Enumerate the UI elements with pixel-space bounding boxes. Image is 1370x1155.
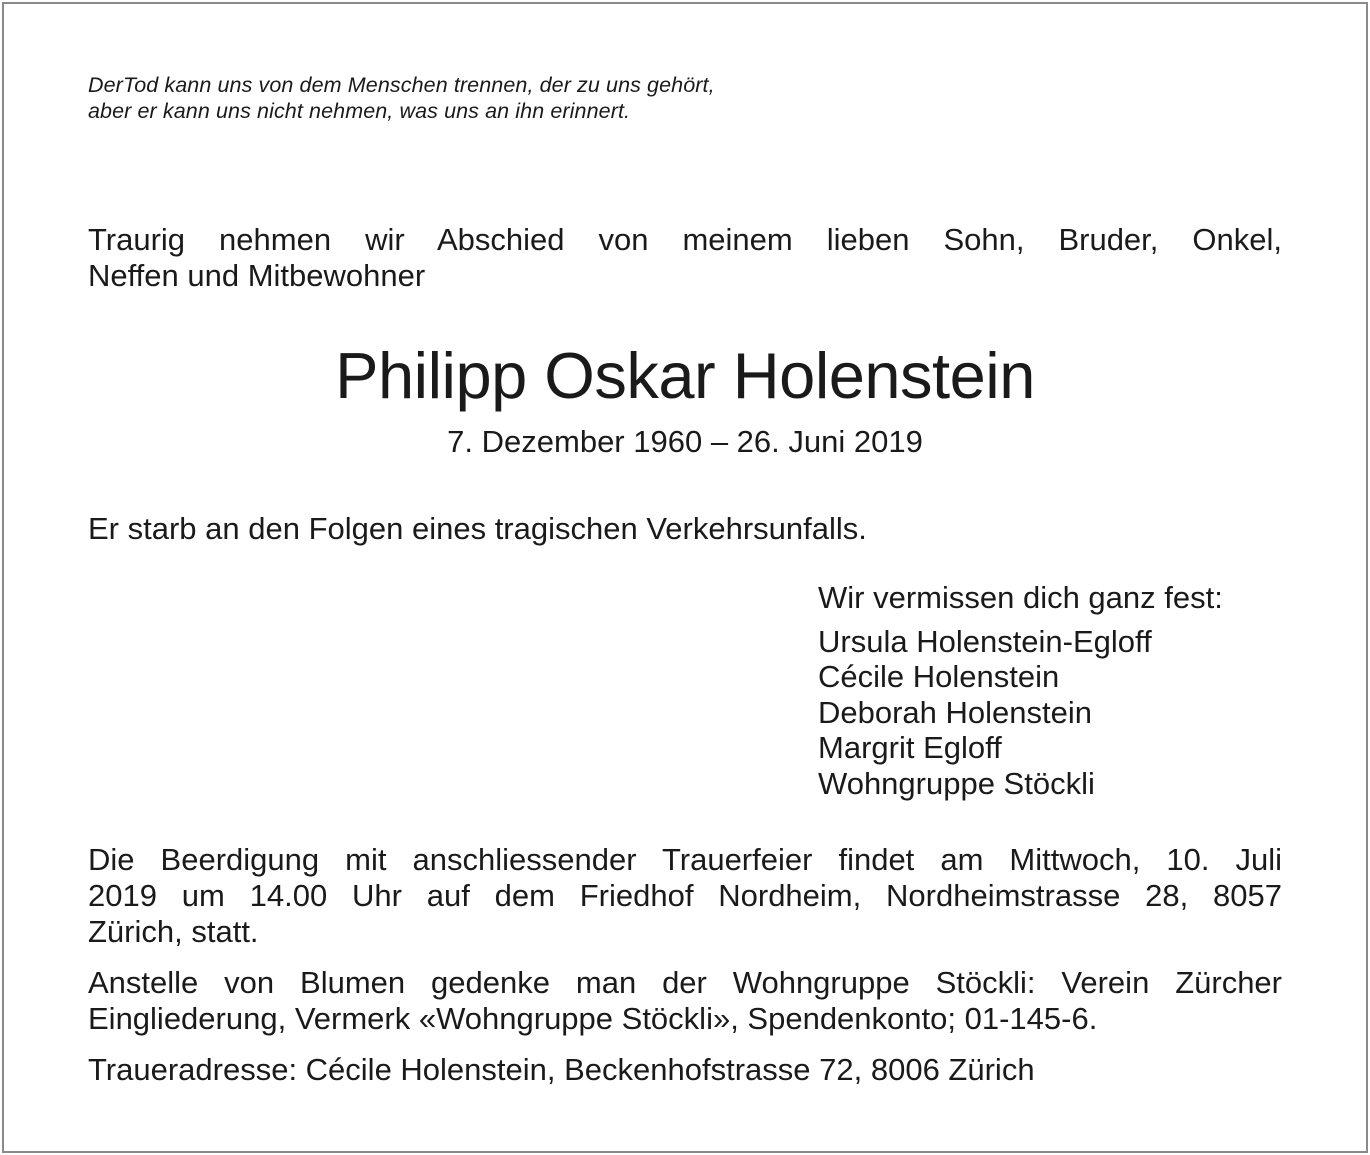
funeral-line-3: Zürich, statt. bbox=[88, 914, 259, 949]
mourners-heading: Wir vermissen dich ganz fest: bbox=[818, 580, 1223, 615]
donation-info bbox=[88, 965, 1282, 1037]
motto-line-2: aber er kann uns nicht nehmen, was uns an ihn erinnert. bbox=[88, 99, 631, 123]
donation-line-2: Eingliederung, Vermerk «Wohngruppe Stöckli», Spendenkonto; 01-145-6. bbox=[88, 1001, 1098, 1036]
mourner-name: Deborah Holenstein bbox=[818, 694, 1093, 730]
donation-line-1: Anstelle von Blumen gedenke man der Wohngruppe Stöckli: Verein Zürcher bbox=[88, 965, 1282, 1000]
life-dates: 7. Dezember 1960 – 26. Juni 2019 bbox=[447, 424, 923, 459]
mourner-name: Cécile Holenstein bbox=[818, 659, 1060, 694]
deceased-name: Philipp Oskar Holenstein bbox=[335, 339, 1035, 412]
mourners-block bbox=[818, 580, 1282, 801]
mourner-name: Wohngruppe Stöckli bbox=[818, 765, 1095, 801]
mourning-address: Traueradresse: Cécile Holenstein, Beckenhofstrasse 72, 8006 Zürich bbox=[88, 1052, 1035, 1087]
intro-line-1: Traurig nehmen wir Abschied von meinem lieben Sohn, Bruder, Onkel, bbox=[88, 222, 1282, 257]
funeral-line-2: 2019 um 14.00 Uhr auf dem Friedhof Nordheim, Nordheimstrasse 28, 8057 bbox=[88, 878, 1282, 913]
mourner-name: Margrit Egloff bbox=[818, 730, 1002, 765]
mourner-name: Ursula Holenstein-Egloff bbox=[818, 623, 1152, 659]
funeral-line-1: Die Beerdigung mit anschliessender Trauerfeier findet am Mittwoch, 10. Juli bbox=[88, 842, 1282, 877]
motto-quote bbox=[88, 72, 1088, 124]
mourners-list bbox=[818, 624, 1282, 802]
cause-of-death: Er starb an den Folgen eines tragischen Verkehrsunfalls. bbox=[88, 511, 867, 546]
motto-line-1: DerTod kann uns von dem Menschen trennen, der zu uns gehört, bbox=[88, 73, 715, 97]
intro-text bbox=[88, 222, 1282, 294]
intro-line-2: Neffen und Mitbewohner bbox=[88, 258, 426, 293]
funeral-info bbox=[88, 842, 1282, 950]
